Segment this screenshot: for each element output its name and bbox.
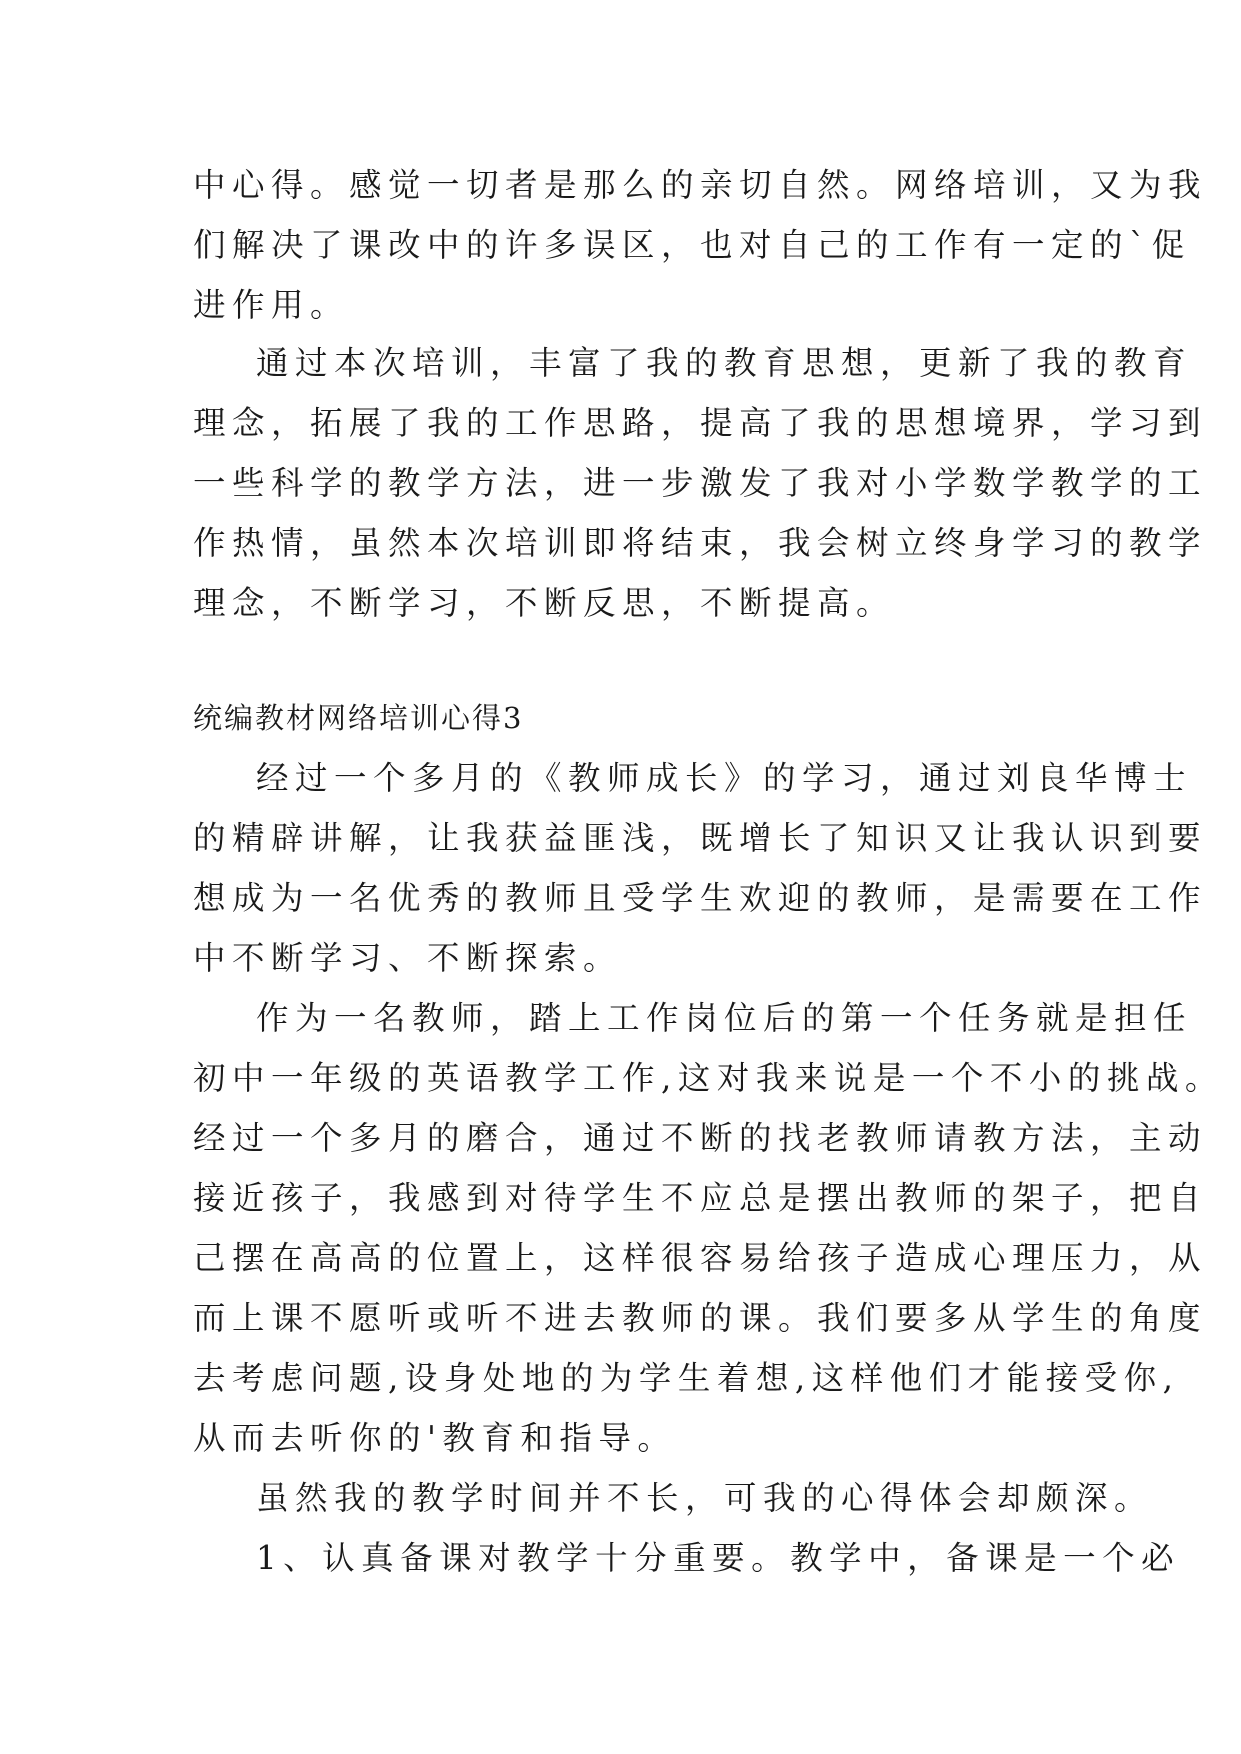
paragraph-line: 从而去听你的'教育和指导。: [193, 1419, 677, 1457]
paragraph-line: 理念，不断学习，不断反思，不断提高。: [193, 584, 896, 622]
paragraph-line: 想成为一名优秀的教师且受学生欢迎的教师，是需要在工作: [193, 879, 1208, 917]
paragraph-line: 的精辟讲解，让我获益匪浅，既增长了知识又让我认识到要: [193, 819, 1208, 857]
paragraph-line: 经过一个多月的磨合，通过不断的找老教师请教方法，主动: [193, 1119, 1208, 1157]
paragraph-line: 初中一年级的英语教学工作,这对我来说是一个不小的挑战。: [193, 1059, 1224, 1097]
paragraph-line: 经过一个多月的《教师成长》的学习，通过刘良华博士: [256, 759, 1193, 797]
paragraph-line: 接近孩子，我感到对待学生不应总是摆出教师的架子，把自: [193, 1179, 1208, 1217]
paragraph-line: 而上课不愿听或听不进去教师的课。我们要多从学生的角度: [193, 1299, 1208, 1337]
paragraph-line: 中心得。感觉一切者是那么的亲切自然。网络培训，又为我: [193, 166, 1208, 204]
paragraph-line: 中不断学习、不断探索。: [193, 939, 623, 977]
paragraph-line: 们解决了课改中的许多误区，也对自己的工作有一定的`促: [193, 226, 1191, 264]
paragraph-line: 通过本次培训，丰富了我的教育思想，更新了我的教育: [256, 344, 1193, 382]
paragraph-line: 去考虑问题,设身处地的为学生着想,这样他们才能接受你,: [193, 1359, 1180, 1397]
paragraph-line: 1、认真备课对教学十分重要。教学中，备课是一个必: [256, 1539, 1181, 1577]
section-heading: 统编教材网络培训心得3: [193, 701, 524, 735]
paragraph-line: 理念，拓展了我的工作思路，提高了我的思想境界，学习到: [193, 404, 1208, 442]
paragraph-line: 作热情，虽然本次培训即将结束，我会树立终身学习的教学: [193, 524, 1208, 562]
paragraph-line: 作为一名教师，踏上工作岗位后的第一个任务就是担任: [256, 999, 1193, 1037]
paragraph-line: 虽然我的教学时间并不长，可我的心得体会却颇深。: [256, 1479, 1154, 1517]
paragraph-line: 进作用。: [193, 286, 350, 324]
paragraph-line: 己摆在高高的位置上，这样很容易给孩子造成心理压力，从: [193, 1239, 1208, 1277]
paragraph-line: 一些科学的教学方法，进一步激发了我对小学数学教学的工: [193, 464, 1208, 502]
